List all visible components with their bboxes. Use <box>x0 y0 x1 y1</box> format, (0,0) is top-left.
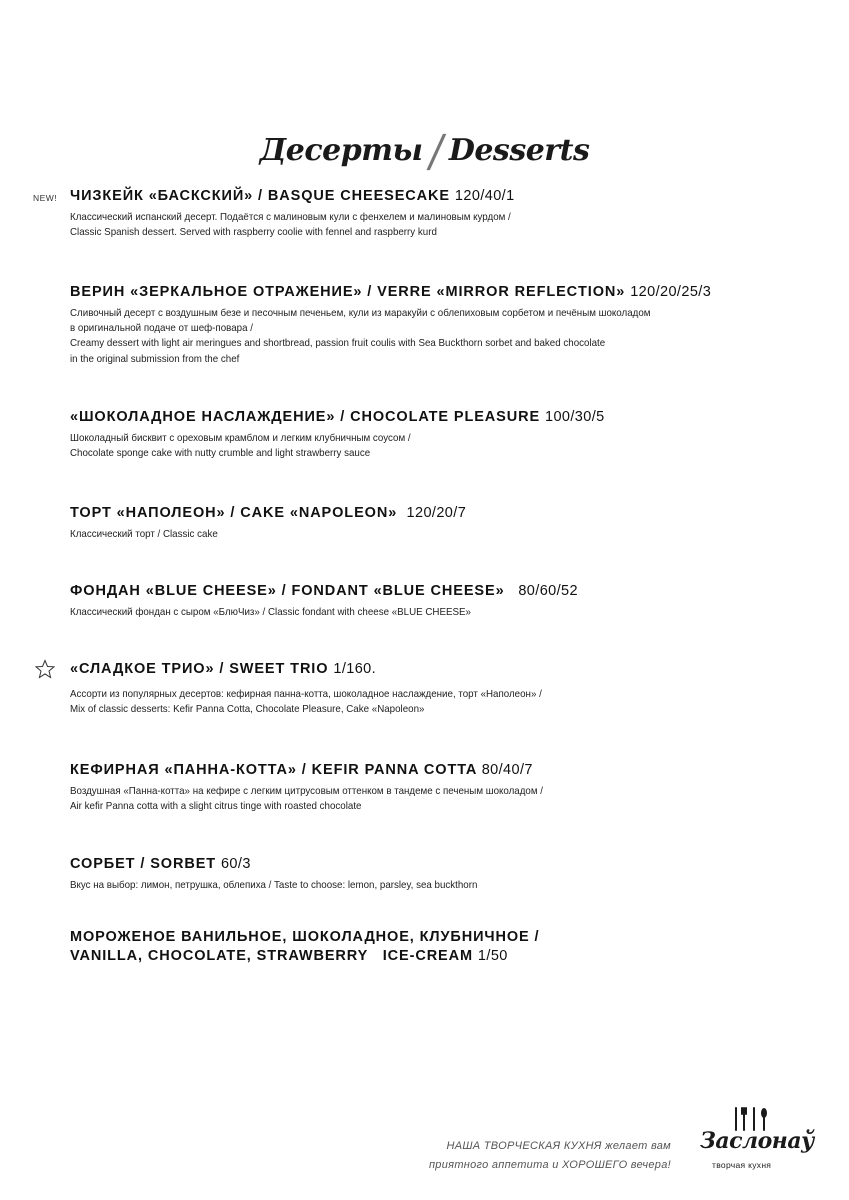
menu-item-basque-cheesecake <box>70 187 790 240</box>
item-title-line1: МОРОЖЕНОЕ ВАНИЛЬНОЕ, ШОКОЛАДНОЕ, КЛУБНИЧНОЕ / <box>70 929 540 945</box>
item-name: ФОНДАН «BLUE CHEESE» / FONDANT «BLUE CHEESE» <box>70 583 505 599</box>
item-title-line2 <box>70 947 790 966</box>
title-ru: Десерты <box>259 133 423 168</box>
page-title <box>0 126 849 177</box>
description-line: Сливочный десерт с воздушным безе и песочным печеньем, кули из маракуйи с облепиховым сорбетом и печёным шоколадом <box>70 307 651 319</box>
new-badge: NEW! <box>33 193 58 203</box>
footer-greeting <box>429 1137 671 1175</box>
menu-item-chocolate-pleasure <box>70 408 790 461</box>
item-description <box>70 210 795 240</box>
menu-item-sweet-trio <box>70 660 790 717</box>
description-line: Classic Spanish dessert. Served with raspberry coolie with fennel and raspberry kurd <box>70 226 437 239</box>
menu-item-sorbet <box>70 855 790 893</box>
menu-item-fondant-blue-cheese <box>70 582 790 620</box>
item-description <box>70 527 795 542</box>
item-description <box>70 784 795 814</box>
item-title <box>70 855 790 874</box>
item-description <box>70 878 795 893</box>
menu-item-kefir-panna-cotta <box>70 761 790 814</box>
menu-item-mirror-reflection <box>70 283 790 367</box>
description-line: Вкус на выбор: лимон, петрушка, облепиха / Taste to choose: lemon, parsley, sea buckthorn <box>70 879 478 891</box>
item-title <box>70 187 790 206</box>
item-description <box>70 431 795 461</box>
description-line: Классический фондан с сыром «БлюЧиз» / Classic fondant with cheese «BLUE CHEESE» <box>70 606 471 618</box>
item-weight: 60/3 <box>220 856 251 872</box>
description-line: Creamy dessert with light air meringues and shortbread, passion fruit coulis with Sea Buckthorn sorbet and baked chocolate <box>70 337 606 350</box>
item-weight: 1/50 <box>477 948 508 964</box>
item-weight: 120/20/7 <box>402 505 467 521</box>
description-line: Mix of classic desserts: Kefir Panna Cotta, Chocolate Pleasure, Cake «Napoleon» <box>70 703 425 716</box>
restaurant-logo <box>700 1106 814 1176</box>
item-name: КЕФИРНАЯ «ПАННА-КОТТА» / KEFIR PANNA COTTA <box>70 762 477 778</box>
logo-name: Заслонаў <box>700 1128 814 1154</box>
title-en: Desserts <box>448 133 590 168</box>
star-icon <box>35 659 55 679</box>
item-description <box>70 605 795 620</box>
item-weight: 120/40/1 <box>454 188 515 204</box>
item-weight: 80/60/52 <box>509 583 578 599</box>
item-name: «СЛАДКОЕ ТРИО» / SWEET TRIO <box>70 661 329 677</box>
description-line: в оригинальной подаче от шеф-повара / <box>70 322 253 335</box>
description-line: Классический торт / Classic cake <box>70 528 218 540</box>
item-name: СОРБЕТ / SORBET <box>70 856 217 872</box>
description-line: Chocolate sponge cake with nutty crumble and light strawberry sauce <box>70 447 371 460</box>
description-line: in the original submission from the chef <box>70 352 240 365</box>
item-title <box>70 408 790 427</box>
item-name: ВЕРИН «ЗЕРКАЛЬНОЕ ОТРАЖЕНИЕ» / VERRE «MIRROR REFLECTION» <box>70 284 626 300</box>
item-title <box>70 582 790 601</box>
item-description <box>70 687 795 717</box>
item-name: «ШОКОЛАДНОЕ НАСЛАЖДЕНИЕ» / CHOCOLATE PLEASURE <box>70 409 541 425</box>
title-separator: / <box>424 126 447 177</box>
description-line: Классический испанский десерт. Подаётся с малиновым кули с фенхелем и малиновым курдом / <box>70 211 511 223</box>
item-name: ТОРТ «НАПОЛЕОН» / CAKE «NAPOLEON» <box>70 505 398 521</box>
item-weight: 80/40/7 <box>481 762 533 778</box>
item-title <box>70 660 790 679</box>
description-line: Air kefir Panna cotta with a slight citrus tinge with roasted chocolate <box>70 800 362 813</box>
item-weight: 1/160. <box>333 661 377 677</box>
item-weight: 100/30/5 <box>544 409 605 425</box>
item-name: VANILLA, CHOCOLATE, STRAWBERRY ICE-CREAM <box>70 948 473 964</box>
item-name: ЧИЗКЕЙК «БАСКСКИЙ» / BASQUE CHEESECAKE <box>70 188 450 204</box>
logo-subtitle: творчая кухня <box>712 1160 772 1170</box>
item-title <box>70 761 790 780</box>
item-title <box>70 504 790 523</box>
description-line: Воздушная «Панна-котта» на кефире с легким цитрусовым оттенком в тандеме с печеным шоколадом / <box>70 785 544 797</box>
item-weight: 120/20/25/3 <box>630 284 712 300</box>
footer-line: приятного аппетита и ХОРОШЕГО вечера! <box>428 1159 671 1171</box>
footer-line: НАША ТВОРЧЕСКАЯ КУХНЯ желает вам <box>446 1140 671 1152</box>
description-line: Ассорти из популярных десертов: кефирная панна-котта, шоколадное наслаждение, торт «Наполеон» / <box>70 688 542 700</box>
description-line: Шоколадный бисквит с ореховым крамблом и легким клубничным соусом / <box>70 432 411 444</box>
menu-item-ice-cream <box>70 928 790 966</box>
menu-item-napoleon <box>70 504 790 542</box>
item-description <box>70 306 795 367</box>
item-title <box>70 283 790 302</box>
